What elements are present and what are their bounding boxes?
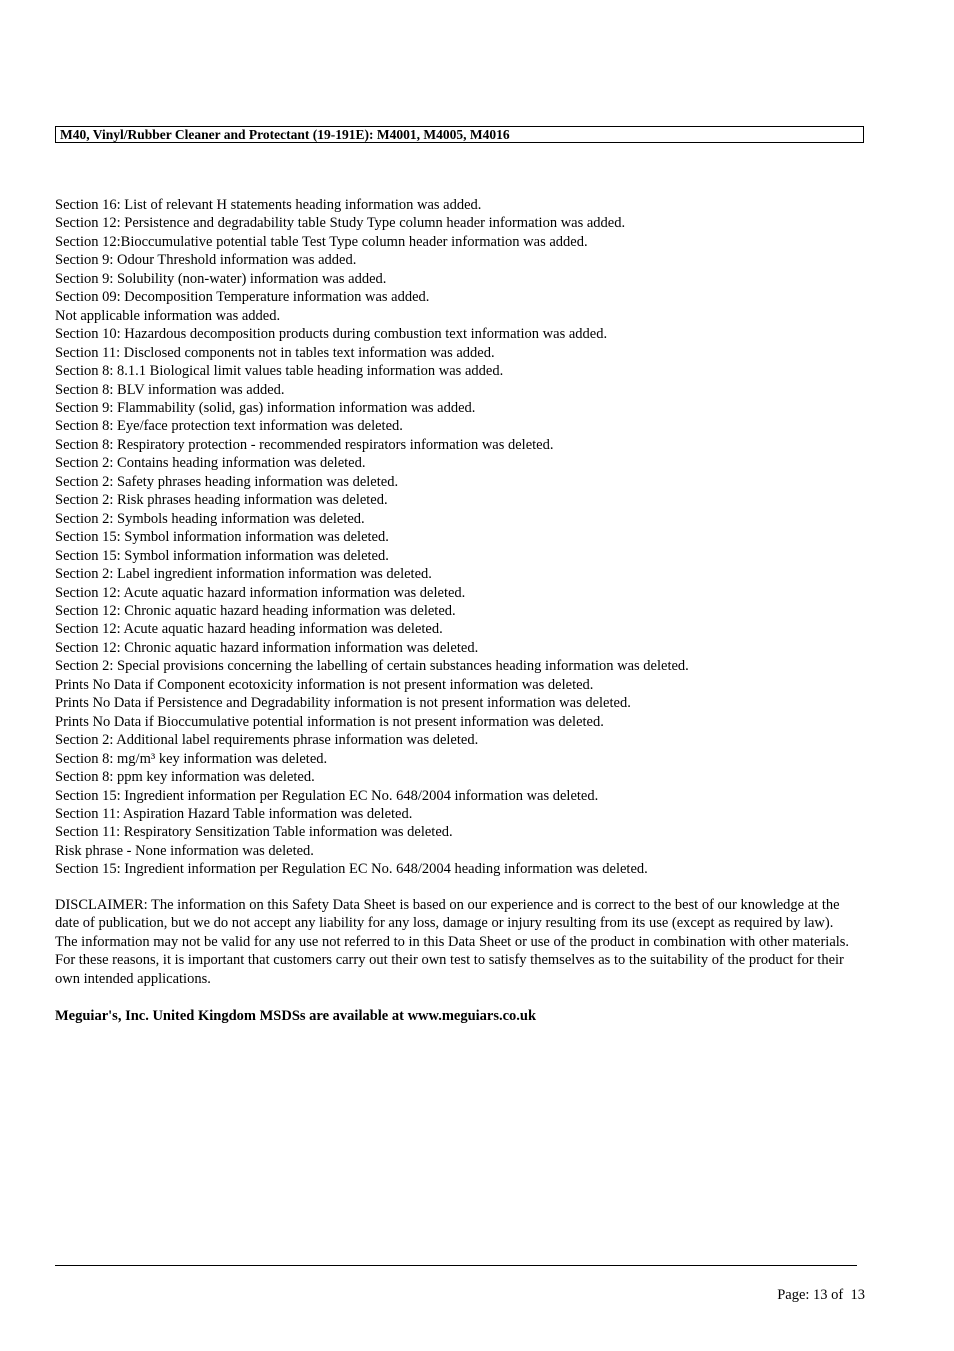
revision-note: Not applicable information was added. [55, 307, 281, 324]
revision-note: Section 2: Symbols heading information was deleted. [55, 510, 365, 527]
revision-note: Section 9: Flammability (solid, gas) information information was added. [55, 399, 476, 416]
document-header-title: M40, Vinyl/Rubber Cleaner and Protectant (19-191E): M4001, M4005, M4016 [55, 126, 864, 143]
disclaimer-paragraph: DISCLAIMER: The information on this Safety Data Sheet is based on our experience and is correct to the best of our knowledge at the date of publication, but we do not accept any liability for any loss, damage or injury resulting from its use (except as required by law). The information may not be valid for any use not referred to in this Data Sheet or use of the product in combination with other materials. For these reasons, it is important that customers carry out their own test to satisfy themselves as to the suitability of the product for their own intended applications. [55, 897, 850, 987]
revision-note: Section 10: Hazardous decomposition products during combustion text information was added. [55, 326, 608, 343]
revision-note: Section 12: Chronic aquatic hazard heading information was deleted. [55, 602, 456, 619]
msds-availability-note: Meguiar's, Inc. United Kingdom MSDSs are available at www.meguiars.co.uk [55, 1008, 537, 1024]
revision-note: Section 16: List of relevant H statements heading information was added. [55, 197, 482, 213]
revision-note: Section 2: Label ingredient information information was deleted. [55, 566, 432, 583]
revision-note: Section 2: Contains heading information was deleted. [55, 455, 366, 472]
revision-note: Section 8: ppm key information was deleted. [55, 769, 315, 786]
revision-note: Section 12: Acute aquatic hazard heading information was deleted. [55, 621, 443, 638]
revision-note: Section 15: Symbol information information was deleted. [55, 529, 389, 546]
revision-note: Section 8: mg/m³ key information was deleted. [55, 750, 328, 767]
revision-note: Section 11: Aspiration Hazard Table information was deleted. [55, 805, 413, 822]
revision-note: Section 12:Bioccumulative potential table Test Type column header information was added. [55, 233, 588, 250]
page-number: Page: 13 of 13 [777, 1287, 865, 1303]
revision-note: Prints No Data if Persistence and Degradability information is not present information was deleted. [55, 695, 631, 712]
revision-note: Section 8: Eye/face protection text information was deleted. [55, 418, 403, 435]
revision-note: Section 2: Additional label requirements phrase information was deleted. [55, 732, 479, 749]
revision-note: Section 15: Ingredient information per Regulation EC No. 648/2004 heading information was deleted. [55, 861, 648, 878]
revision-note: Section 12: Chronic aquatic hazard information information was deleted. [55, 639, 479, 656]
revision-note: Section 11: Disclosed components not in tables text information was added. [55, 344, 495, 361]
revision-note: Section 9: Odour Threshold information was added. [55, 252, 357, 269]
revision-note: Prints No Data if Component ecotoxicity information is not present information was deleted. [55, 676, 594, 693]
revision-note: Section 12: Persistence and degradability table Study Type column header information was added. [55, 215, 626, 232]
revision-note: Section 8: Respiratory protection - recommended respirators information was deleted. [55, 436, 554, 453]
revision-note: Prints No Data if Bioccumulative potential information is not present information was deleted. [55, 713, 604, 730]
revision-note: Section 11: Respiratory Sensitization Table information was deleted. [55, 824, 453, 841]
revision-note: Section 8: 8.1.1 Biological limit values table heading information was added. [55, 363, 504, 380]
revision-note: Section 9: Solubility (non-water) information was added. [55, 270, 387, 287]
revision-note: Section 15: Ingredient information per Regulation EC No. 648/2004 information was deleted. [55, 787, 599, 804]
revision-note: Section 15: Symbol information information was deleted. [55, 547, 389, 564]
revision-note: Section 2: Risk phrases heading information was deleted. [55, 492, 388, 509]
revision-note: Section 12: Acute aquatic hazard information information was deleted. [55, 584, 466, 601]
revision-note: Section 2: Safety phrases heading information was deleted. [55, 473, 399, 490]
revision-note: Section 2: Special provisions concerning the labelling of certain substances heading information was deleted. [55, 658, 689, 675]
revision-note: Risk phrase - None information was deleted. [55, 842, 314, 859]
revision-note: Section 8: BLV information was added. [55, 381, 285, 398]
revision-note: Section 09: Decomposition Temperature information was added. [55, 289, 430, 306]
footer-divider [55, 1265, 857, 1266]
revision-notes-list [55, 196, 895, 879]
